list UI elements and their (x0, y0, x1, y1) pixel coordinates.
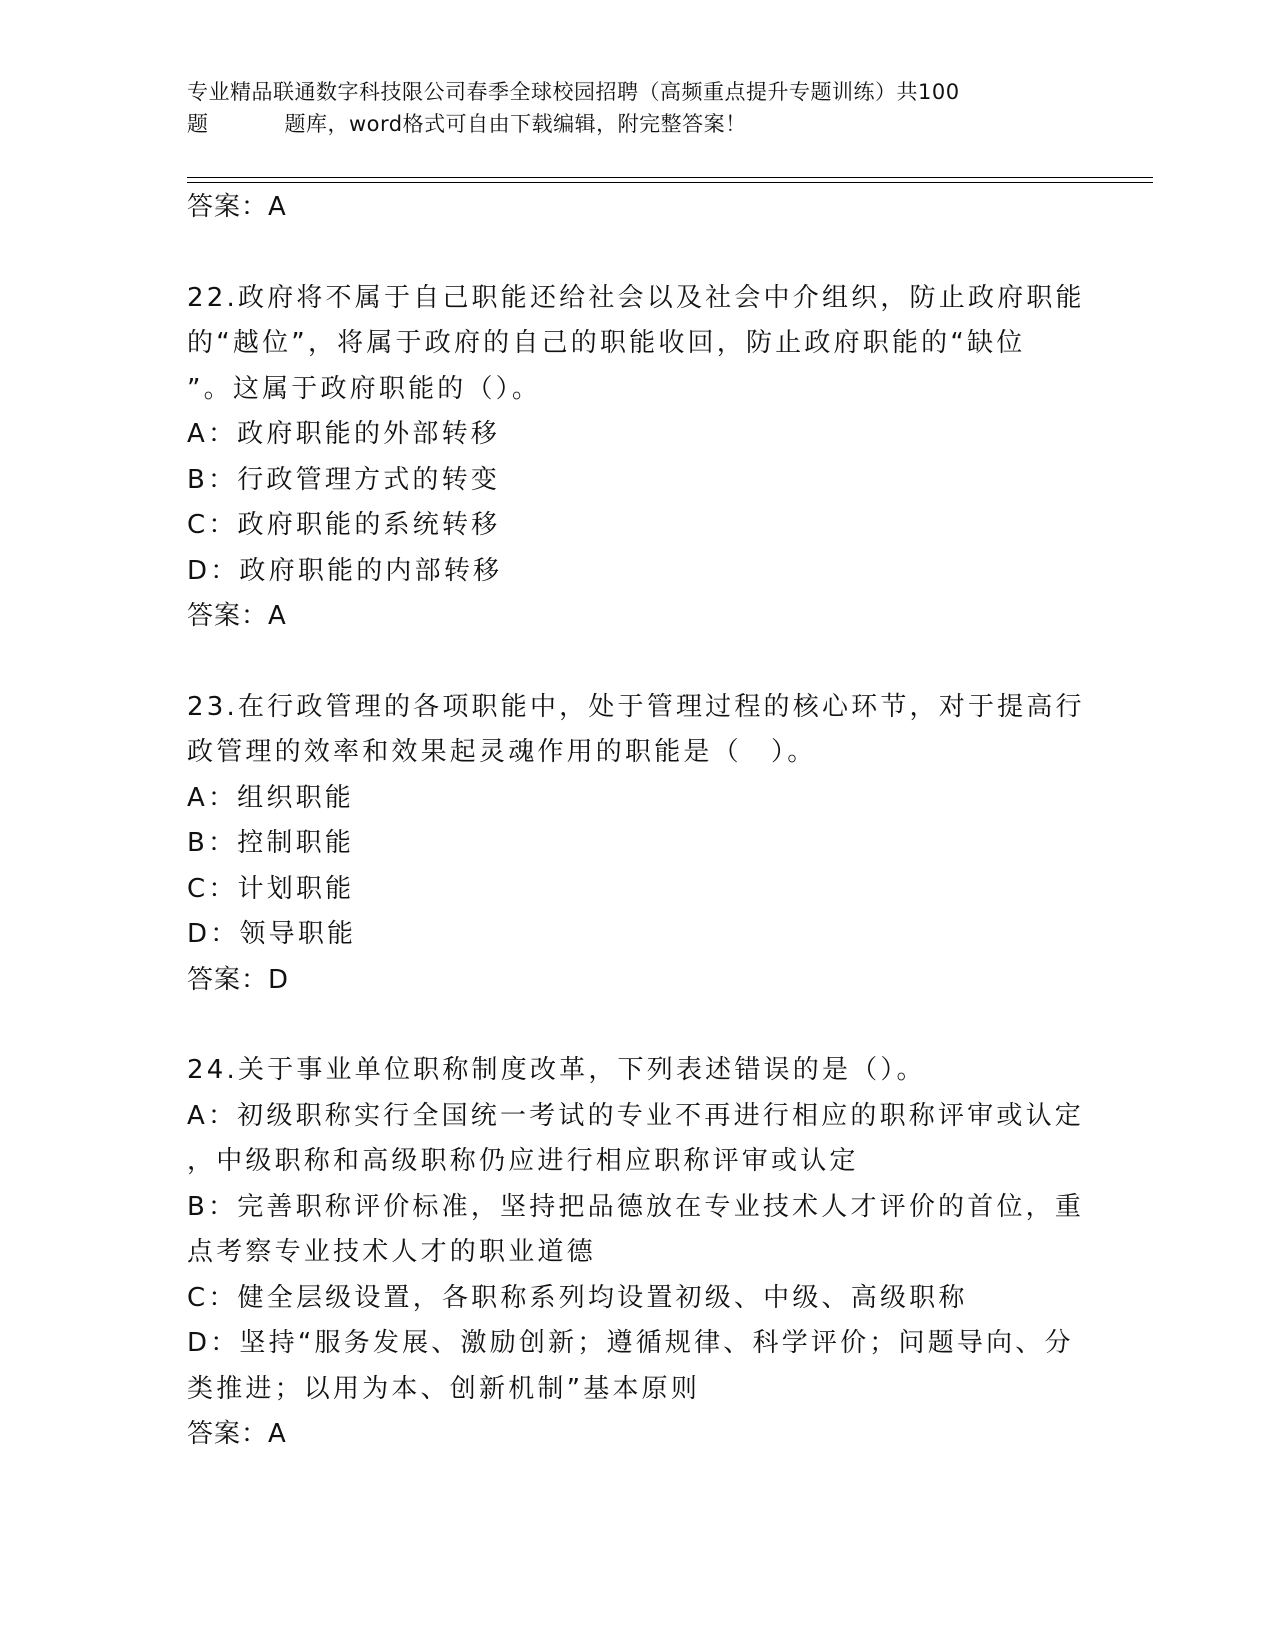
option-line: B：行政管理方式的转变 (187, 464, 501, 495)
question-text-line: 22.政府将不属于自己职能还给社会以及社会中介组织，防止政府职能 (187, 282, 1085, 313)
question-block (187, 276, 1087, 640)
header-title-line-2-left: 题 (187, 112, 209, 136)
answer-line: 答案：A (187, 1419, 287, 1449)
question-text-line: 23.在行政管理的各项职能中，处于管理过程的核心环节，对于提高行 (187, 691, 1085, 722)
option-line: A：政府职能的外部转移 (187, 419, 500, 449)
option-line: 类推进；以用为本、创新机制”基本原则 (187, 1373, 701, 1404)
answer-line: 答案：D (187, 964, 290, 995)
option-line: B：完善职称评价标准，坚持把品德放在专业技术人才评价的首位，重 (187, 1191, 1085, 1222)
question-text-line: ”。这属于政府职能的（）。 (187, 373, 542, 404)
header-divider-top (187, 177, 1153, 178)
question-text-line: 政管理的效率和效果起灵魂作用的职能是（ ）。 (187, 737, 817, 767)
answer-line: 答案：A (187, 192, 287, 222)
header-title-line-2-right: 题库，word格式可自由下载编辑，附完整答案！ (284, 112, 747, 136)
option-line: D：领导职能 (187, 919, 357, 949)
question-block (187, 1048, 1087, 1458)
question-spacer (187, 231, 1087, 276)
option-line: C：计划职能 (187, 873, 355, 904)
option-line: A：初级职称实行全国统一考试的专业不再进行相应的职称评审或认定 (187, 1100, 1084, 1131)
option-line: ，中级职称和高级职称仍应进行相应职称评审或认定 (187, 1146, 859, 1176)
option-line: D：坚持“服务发展、激励创新；遵循规律、科学评价；问题导向、分 (187, 1328, 1074, 1358)
header-title-line-1: 专业精品联通数字科技限公司春季全球校园招聘（高频重点提升专题训练）共100 (187, 80, 960, 104)
question-spacer (187, 640, 1087, 685)
question-block (187, 185, 1087, 231)
question-text-line: 24.关于事业单位职称制度改革，下列表述错误的是（）。 (187, 1055, 926, 1085)
question-text-line: 的“越位”，将属于政府的自己的职能收回，防止政府职能的“缺位 (187, 328, 1026, 358)
option-line: C：政府职能的系统转移 (187, 510, 501, 540)
question-list (187, 185, 1087, 1458)
option-line: A：组织职能 (187, 782, 354, 813)
option-line: 点考察专业技术人才的职业道德 (187, 1237, 596, 1267)
question-spacer (187, 1003, 1087, 1048)
question-block (187, 685, 1087, 1004)
page-header (187, 76, 1087, 140)
option-line: D：政府职能的内部转移 (187, 555, 503, 586)
answer-line: 答案：A (187, 601, 287, 631)
option-line: C：健全层级设置，各职称系列均设置初级、中级、高级职称 (187, 1282, 968, 1313)
header-divider-bottom (187, 182, 1153, 183)
header-title-line-2 (187, 108, 1087, 140)
option-line: B：控制职能 (187, 828, 355, 858)
